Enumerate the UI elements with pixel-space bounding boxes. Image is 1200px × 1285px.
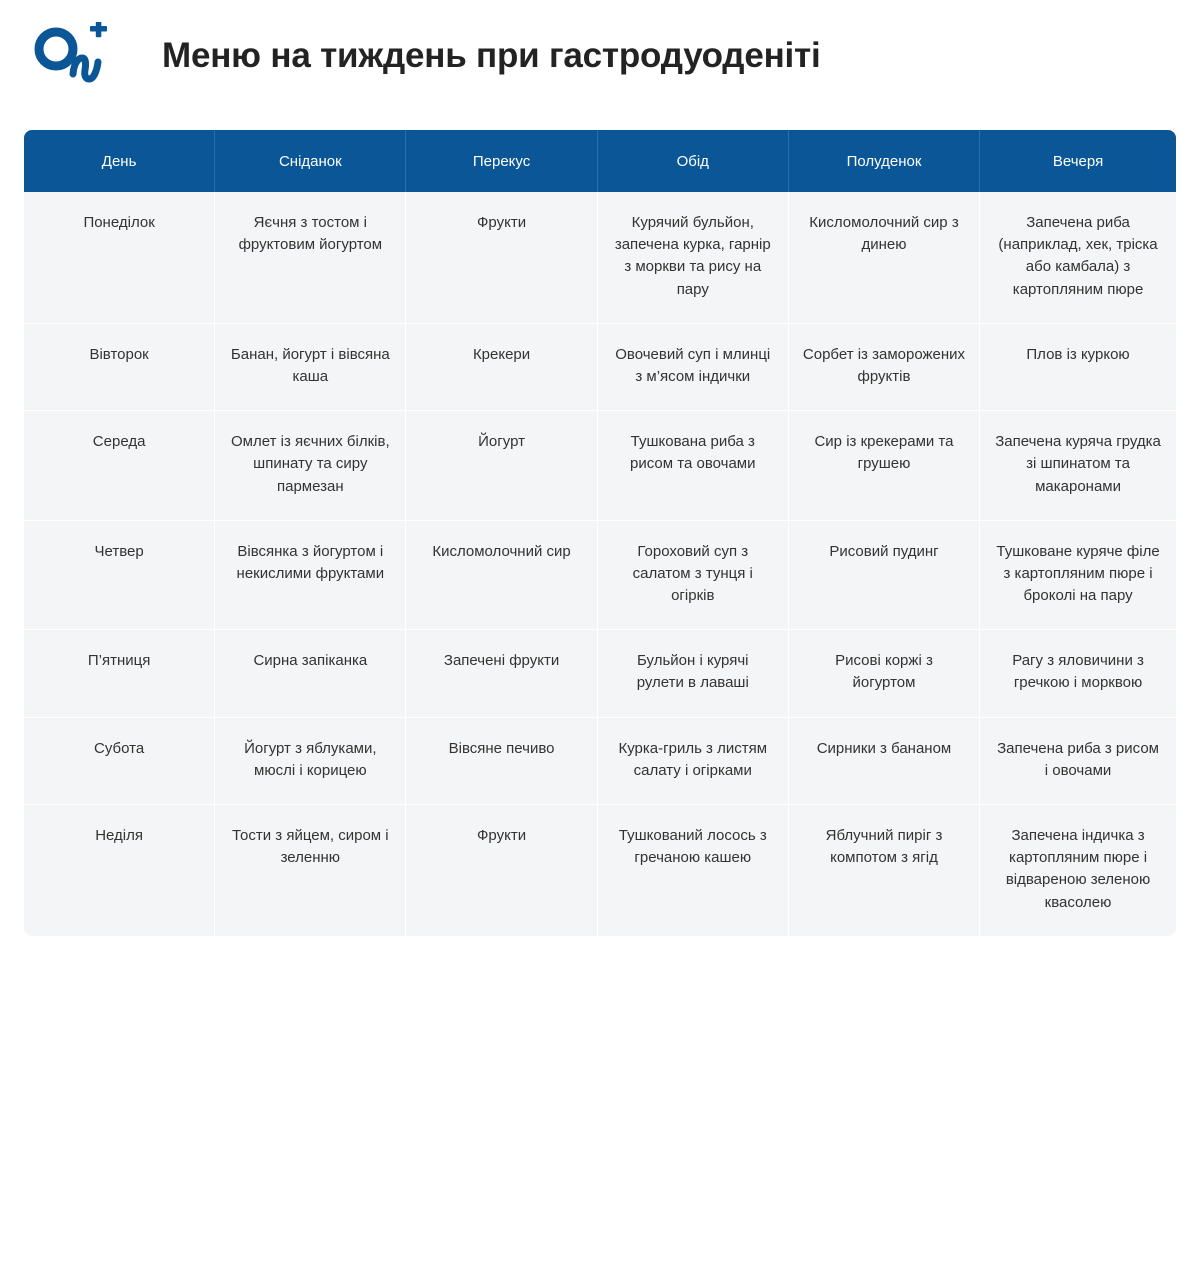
cell-snack: Йогурт [406,411,597,521]
cell-lunch: Тушкований лосось з гречаною кашею [598,805,789,936]
on-plus-logo-icon [30,22,116,88]
column-header-day: День [24,130,215,192]
cell-afternoon: Яблучний пиріг з компотом з ягід [789,805,980,936]
table-row [24,718,1176,805]
cell-breakfast: Сирна запіканка [215,630,406,717]
table-header [24,130,1176,192]
table-row [24,411,1176,521]
cell-dinner: Запечена індичка з картопляним пюре і відвареною зеленою квасолею [980,805,1176,936]
cell-lunch: Курка-гриль з листям салату і огірками [598,718,789,805]
column-header-afternoon: Полуденок [789,130,980,192]
page-title: Меню на тиждень при гастродуоденіті [162,35,821,75]
cell-breakfast: Тости з яйцем, сиром і зеленню [215,805,406,936]
cell-afternoon: Сир із крекерами та грушею [789,411,980,521]
cell-dinner: Тушковане куряче філе з картопляним пюре і броколі на пару [980,521,1176,631]
weekly-menu-table [24,130,1176,936]
table-row [24,630,1176,717]
cell-day: Субота [24,718,215,805]
cell-afternoon: Рисовий пудинг [789,521,980,631]
column-header-dinner: Вечеря [980,130,1176,192]
table-body [24,192,1176,936]
cell-dinner: Рагу з яловичини з гречкою і морквою [980,630,1176,717]
column-header-breakfast: Сніданок [215,130,406,192]
cell-afternoon: Кисломолочний сир з динею [789,192,980,324]
cell-snack: Фрукти [406,805,597,936]
cell-dinner: Запечена куряча грудка зі шпинатом та макаронами [980,411,1176,521]
cell-dinner: Запечена риба з рисом і овочами [980,718,1176,805]
cell-day: Вівторок [24,324,215,411]
cell-lunch: Тушкована риба з рисом та овочами [598,411,789,521]
cell-breakfast: Яєчня з тостом і фруктовим йогуртом [215,192,406,324]
cell-afternoon: Рисові коржі з йогуртом [789,630,980,717]
cell-dinner: Запечена риба (наприклад, хек, тріска або камбала) з картопляним пюре [980,192,1176,324]
cell-snack: Кисломолочний сир [406,521,597,631]
table-row [24,521,1176,631]
table-row [24,192,1176,324]
cell-lunch: Овочевий суп і млинці з м’ясом індички [598,324,789,411]
table-row [24,805,1176,936]
cell-snack: Фрукти [406,192,597,324]
cell-breakfast: Йогурт з яблуками, мюслі і корицею [215,718,406,805]
cell-snack: Крекери [406,324,597,411]
cell-breakfast: Омлет із яєчних білків, шпинату та сиру пармезан [215,411,406,521]
cell-dinner: Плов із куркою [980,324,1176,411]
menu-table-container [24,130,1176,936]
column-header-lunch: Обід [598,130,789,192]
table-row [24,324,1176,411]
cell-lunch: Бульйон і курячі рулети в лаваші [598,630,789,717]
cell-day: Четвер [24,521,215,631]
cell-lunch: Гороховий суп з салатом з тунця і огірків [598,521,789,631]
cell-afternoon: Сирники з бананом [789,718,980,805]
cell-day: Середа [24,411,215,521]
cell-day: Неділя [24,805,215,936]
cell-day: П’ятниця [24,630,215,717]
cell-afternoon: Сорбет із заморожених фруктів [789,324,980,411]
table-header-row [24,130,1176,192]
cell-lunch: Курячий бульйон, запечена курка, гарнір з моркви та рису на пару [598,192,789,324]
cell-breakfast: Вівсянка з йогуртом і некислими фруктами [215,521,406,631]
cell-breakfast: Банан, йогурт і вівсяна каша [215,324,406,411]
page-header [0,0,1200,110]
cell-snack: Вівсяне печиво [406,718,597,805]
column-header-snack: Перекус [406,130,597,192]
cell-day: Понеділок [24,192,215,324]
cell-snack: Запечені фрукти [406,630,597,717]
